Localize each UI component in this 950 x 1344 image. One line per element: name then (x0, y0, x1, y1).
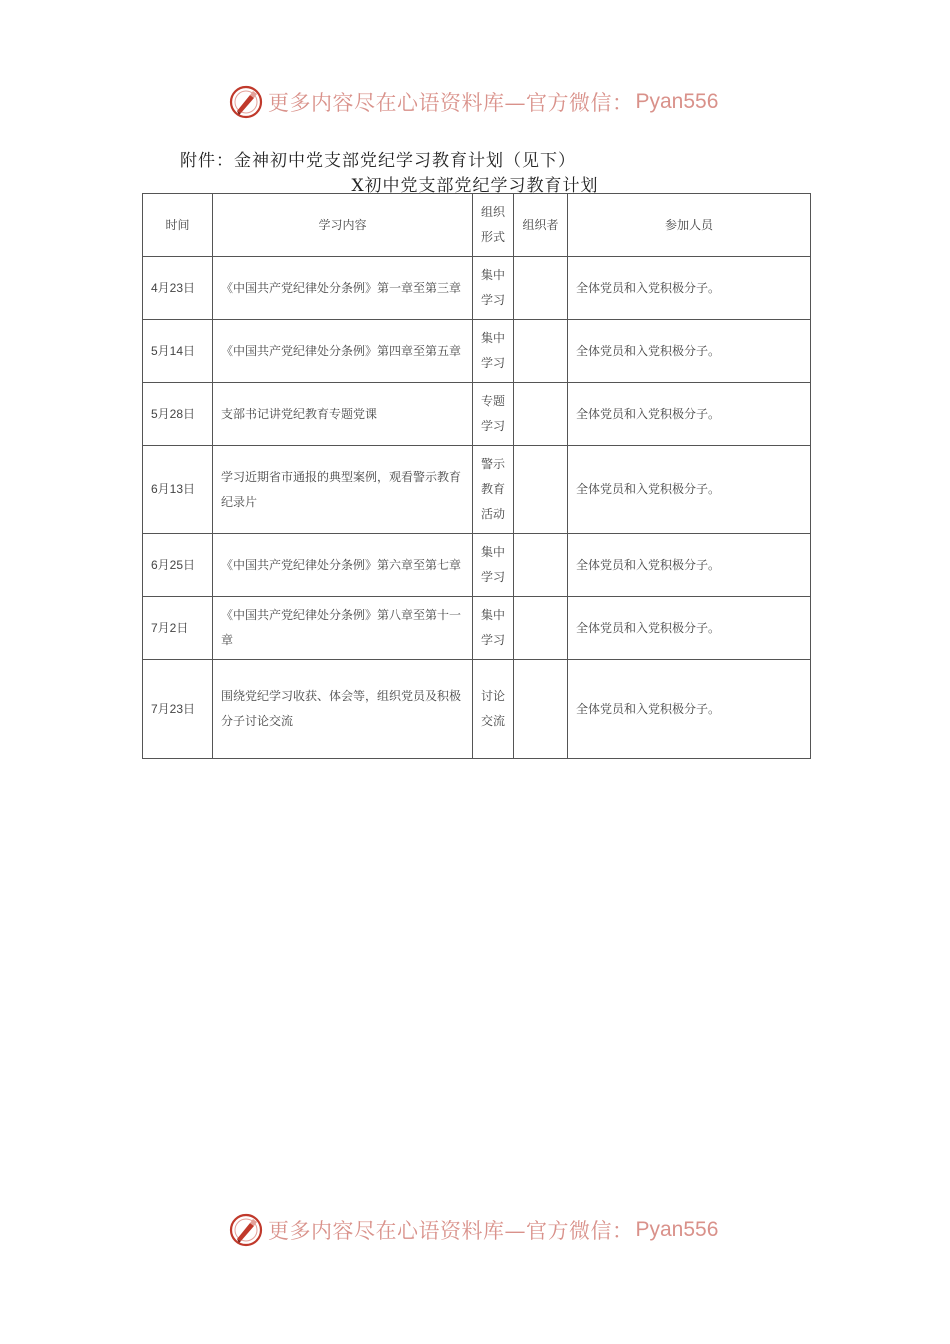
cell-time: 7月23日 (143, 660, 213, 759)
table-header-row (143, 194, 811, 257)
cell-participants: 全体党员和入党积极分子。 (568, 597, 811, 660)
cell-content: 《中国共产党纪律处分条例》第六章至第七章 (213, 534, 473, 597)
cell-content: 《中国共产党纪律处分条例》第一章至第三章 (213, 257, 473, 320)
cell-participants: 全体党员和入党积极分子。 (568, 257, 811, 320)
cell-form: 警示教育活动 (473, 446, 514, 534)
study-plan-table (142, 193, 811, 759)
watermark-text: 更多内容尽在心语资料库—官方微信： (268, 91, 634, 115)
cell-content: 《中国共产党纪律处分条例》第八章至第十一章 (213, 597, 473, 660)
cell-time: 7月2日 (143, 597, 213, 660)
cell-participants: 全体党员和入党积极分子。 (568, 320, 811, 383)
pen-logo-icon (228, 84, 264, 120)
cell-form: 专题学习 (473, 383, 514, 446)
table-row (143, 446, 811, 534)
cell-participants: 全体党员和入党积极分子。 (568, 534, 811, 597)
cell-participants: 全体党员和入党积极分子。 (568, 660, 811, 759)
cell-content: 《中国共产党纪律处分条例》第四章至第五章 (213, 320, 473, 383)
table-row (143, 660, 811, 759)
watermark-banner-top (228, 82, 728, 122)
cell-time: 5月14日 (143, 320, 213, 383)
cell-time: 4月23日 (143, 257, 213, 320)
header-participants: 参加人员 (568, 194, 811, 257)
cell-time: 6月25日 (143, 534, 213, 597)
cell-form: 集中学习 (473, 597, 514, 660)
table-row (143, 320, 811, 383)
watermark-wechat-id: Pyan556 (635, 1218, 719, 1241)
plan-title: X初中党支部党纪学习教育计划 (351, 176, 599, 196)
cell-participants: 全体党员和入党积极分子。 (568, 383, 811, 446)
table-row (143, 383, 811, 446)
cell-content: 支部书记讲党纪教育专题党课 (213, 383, 473, 446)
cell-organizer (514, 320, 568, 383)
watermark-wechat-id: Pyan556 (635, 90, 719, 113)
header-organizer: 组织者 (514, 194, 568, 257)
cell-organizer (514, 383, 568, 446)
cell-organizer (514, 257, 568, 320)
cell-organizer (514, 534, 568, 597)
cell-form: 集中学习 (473, 320, 514, 383)
watermark-banner-bottom (228, 1210, 728, 1250)
cell-organizer (514, 597, 568, 660)
table-row (143, 257, 811, 320)
cell-organizer (514, 446, 568, 534)
cell-time: 5月28日 (143, 383, 213, 446)
cell-content: 围绕党纪学习收获、体会等，组织党员及积极分子讨论交流 (213, 660, 473, 759)
header-content: 学习内容 (213, 194, 473, 257)
cell-time: 6月13日 (143, 446, 213, 534)
cell-form: 集中学习 (473, 257, 514, 320)
cell-participants: 全体党员和入党积极分子。 (568, 446, 811, 534)
cell-form: 集中学习 (473, 534, 514, 597)
cell-form: 讨论交流 (473, 660, 514, 759)
header-time: 时间 (143, 194, 213, 257)
table-row (143, 534, 811, 597)
cell-organizer (514, 660, 568, 759)
attachment-line: 附件：金神初中党支部党纪学习教育计划（见下） (180, 151, 576, 171)
pen-logo-icon (228, 1212, 264, 1248)
watermark-text: 更多内容尽在心语资料库—官方微信： (268, 1219, 634, 1243)
table-row (143, 597, 811, 660)
header-form: 组织形式 (473, 194, 514, 257)
cell-content: 学习近期省市通报的典型案例，观看警示教育纪录片 (213, 446, 473, 534)
